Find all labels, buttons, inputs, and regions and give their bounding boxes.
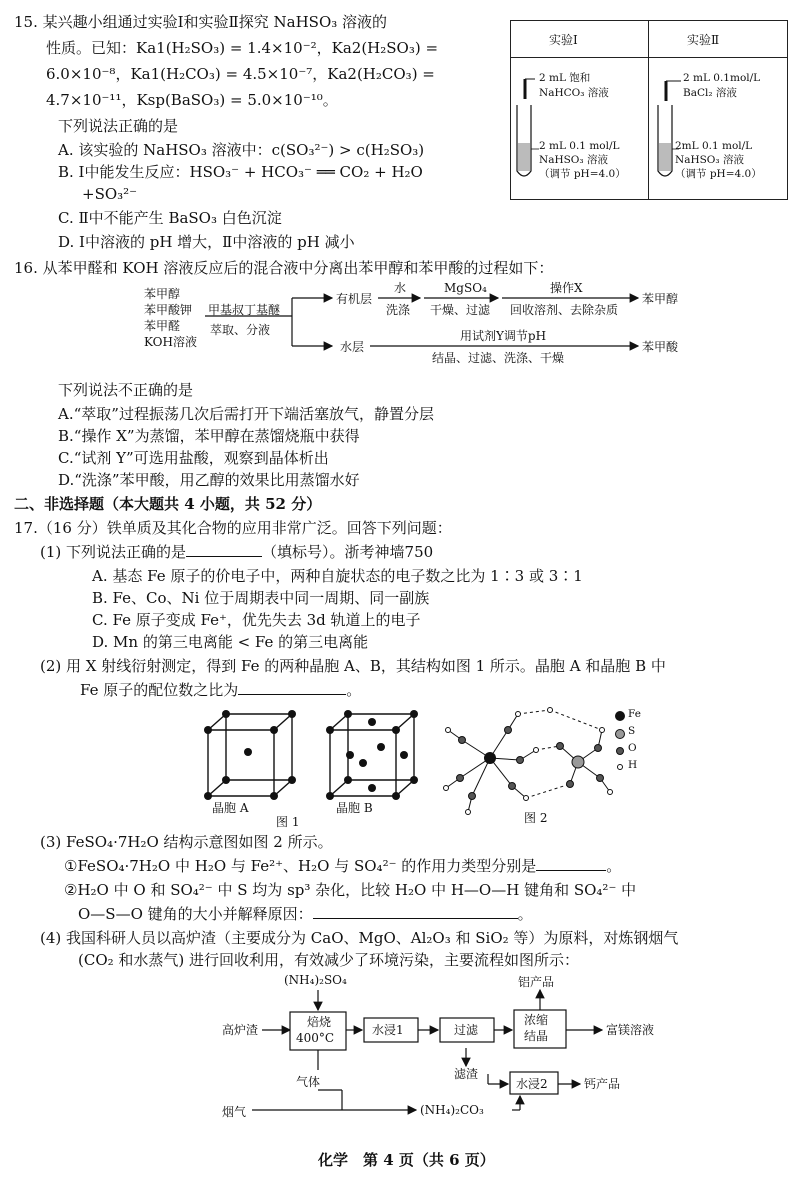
flow-mg-solution: 富镁溶液 <box>606 1023 655 1037</box>
exp1-top-label: 2 mL 饱和 NaHCO₃ 溶液 <box>539 72 609 99</box>
q16-extract-reagent: 甲基叔丁基醚 <box>208 303 281 317</box>
q16-recover-solvent: 回收溶剂、去除杂质 <box>510 303 619 317</box>
flow-reagent: (NH₄)₂SO₄ <box>284 973 347 987</box>
flow-al-product: 铝产品 <box>518 975 555 989</box>
exp2-bottom-label: 2mL 0.1 mol/L NaHSO₃ 溶液 （调节 pH=4.0） <box>675 140 762 180</box>
crystal-figures <box>190 700 630 826</box>
q17-part3: (3) FeSO₄·7H₂O 结构示意图如图 2 所示。 <box>40 833 333 851</box>
q15-option-d: D. Ⅰ中溶液的 pH 增大，Ⅱ中溶液的 pH 减小 <box>58 233 355 251</box>
q16-stem: 下列说法不正确的是 <box>58 381 194 399</box>
q16-extract-op: 萃取、分液 <box>210 323 271 337</box>
q15-option-c: C. Ⅱ中不能产生 BaSO₃ 白色沉淀 <box>58 209 282 227</box>
q16-benzyl-alcohol: 苯甲醇 <box>642 292 679 306</box>
q16-mgso4: MgSO₄ <box>444 281 487 295</box>
experiment-1-header: 实验Ⅰ <box>549 33 578 47</box>
q16-option-a: A.“萃取”过程振荡几次后需打开下端活塞放气，静置分层 <box>58 405 434 423</box>
process-flowchart <box>0 970 800 1130</box>
q15-line1: 15. 某兴趣小组通过实验Ⅰ和实验Ⅱ探究 NaHSO₃ 溶液的 <box>14 13 388 31</box>
q17-part2-line1: (2) 用 X 射线衍射测定，得到 Fe 的两种晶胞 A、B，其结构如图 1 所示。晶胞 A 和晶胞 B 中 <box>40 657 666 675</box>
cell-b-icon <box>326 710 418 800</box>
exp2-top-label: 2 mL 0.1mol/L BaCl₂ 溶液 <box>683 72 761 99</box>
q16-wash: 洗涤 <box>386 303 411 317</box>
q16-option-d: D.“洗涤”苯甲酸，用乙醇的效果比用蒸馏水好 <box>58 471 360 489</box>
q15-option-b-cont: +SO₃²⁻ <box>82 185 138 203</box>
flow-ca-product: 钙产品 <box>584 1077 621 1091</box>
experiment-2-header: 实验Ⅱ <box>687 33 720 47</box>
q17-part1-option-a: A. 基态 Fe 原子的价电子中，两种自旋状态的电子数之比为 1∶3 或 3∶1 <box>92 567 583 585</box>
q17-part2-line2: Fe 原子的配位数之比为 。 <box>80 681 362 699</box>
q16-mixture: 苯甲醇 苯甲酸钾 苯甲醛 KOH溶液 <box>144 287 197 349</box>
flow-filter: 过滤 <box>454 1023 479 1037</box>
q17-part4-line2: (CO₂ 和水蒸气) 进行回收利用，有效减少了环境污染，主要流程如图所示： <box>78 951 580 969</box>
flow-leach1: 水浸1 <box>372 1023 404 1037</box>
q16-crystallize: 结晶、过滤、洗涤、干燥 <box>432 351 565 365</box>
cell-a-icon <box>204 710 296 800</box>
flow-smoke: 烟气 <box>222 1105 247 1119</box>
q16-water: 水 <box>394 281 407 295</box>
q17-part3-q2-line1: ②H₂O 中 O 和 SO₄²⁻ 中 S 均为 sp³ 杂化，比较 H₂O 中 H—O—H 键角和 SO₄²⁻ 中 <box>64 881 637 899</box>
q17-part3-q1: ①FeSO₄·7H₂O 中 H₂O 与 Fe²⁺、H₂O 与 SO₄²⁻ 的作用力类型分别是 。 <box>64 857 622 875</box>
q17-title: 17.（16 分）铁单质及其化合物的应用非常广泛。回答下列问题： <box>14 519 452 537</box>
experiment-table <box>510 20 788 200</box>
process-flow-lines <box>0 970 800 1130</box>
q16-reagent-y: 用试剂Y调节pH <box>460 329 547 343</box>
q16-option-c: C.“试剂 Y”可选用盐酸，观察到晶体析出 <box>58 449 329 467</box>
q16-benzoic-acid: 苯甲酸 <box>642 340 679 354</box>
q17-part1-option-c: C. Fe 原子变成 Fe⁺，优先失去 3d 轨道上的电子 <box>92 611 421 629</box>
q15-option-b: B. Ⅰ中能发生反应：HSO₃⁻ + HCO₃⁻ ══ CO₂ + H₂O <box>58 163 423 181</box>
q16-title: 16. 从苯甲醛和 KOH 溶液反应后的混合液中分离出苯甲醇和苯甲酸的过程如下： <box>14 259 554 277</box>
figure-2-caption: 图 2 <box>524 811 548 825</box>
q16-option-b: B.“操作 X”为蒸馏，苯甲醇在蒸馏烧瓶中获得 <box>58 427 360 445</box>
q16-dry-filter: 干燥、过滤 <box>430 303 491 317</box>
q16-aqueous-layer: 水层 <box>340 340 365 354</box>
test-tube-2-icon <box>658 105 679 176</box>
q17-part4-line1: (4) 我国科研人员以高炉渣（主要成分为 CaO、MgO、Al₂O₃ 和 SiO₂ 等）为原料，对炼钢烟气 <box>40 929 679 947</box>
dropper-2-icon <box>666 81 681 101</box>
flow-residue: 滤渣 <box>454 1067 479 1081</box>
flow-leach2: 水浸2 <box>516 1077 548 1091</box>
flow-gas: 气体 <box>296 1075 321 1089</box>
figure-1-caption: 图 1 <box>276 815 300 829</box>
q16-organic-layer: 有机层 <box>336 292 373 306</box>
q17-part3-q2-line2: O—S—O 键角的大小并解释原因： 。 <box>78 905 533 923</box>
q17-part1-option-b: B. Fe、Co、Ni 位于周期表中同一周期、同一副族 <box>92 589 430 607</box>
section-heading: 二、非选择题（本大题共 4 小题，共 52 分） <box>14 495 322 513</box>
flow-slag: 高炉渣 <box>222 1023 259 1037</box>
q15-line2: 性质。已知：Ka1(H₂SO₃) = 1.4×10⁻²，Ka2(H₂SO₃) = <box>46 39 439 57</box>
test-tube-drawings <box>511 21 787 199</box>
q15-option-a: A. 该实验的 NaHSO₃ 溶液中：c(SO₃²⁻) > c(H₂SO₃) <box>58 141 425 159</box>
fe-so4-atoms-icon <box>444 708 613 815</box>
q17-part1: (1) 下列说法正确的是 （填标号）。浙考神墙750 <box>40 543 434 561</box>
q17-part1-option-d: D. Mn 的第三电离能 < Fe 的第三电离能 <box>92 633 369 651</box>
exp1-bottom-label: 2 mL 0.1 mol/L NaHSO₃ 溶液 （调节 pH=4.0） <box>539 140 626 180</box>
q15-line3: 6.0×10⁻⁸，Ka1(H₂CO₃) = 4.5×10⁻⁷，Ka2(H₂CO₃) = <box>46 65 435 83</box>
cell-a-label: 晶胞 A <box>212 801 249 815</box>
q16-flowchart <box>0 281 800 368</box>
legend-icons <box>615 711 625 770</box>
flow-concentrate: 浓缩 结晶 <box>524 1013 549 1043</box>
flow-roast: 焙烧 400°C <box>296 1015 335 1045</box>
q15-line4: 4.7×10⁻¹¹，Ksp(BaSO₃) = 5.0×10⁻¹⁰。 <box>46 91 338 109</box>
page-footer: 化学 第 4 页（共 6 页） <box>318 1151 495 1169</box>
test-tube-1-icon <box>517 105 539 176</box>
flow-carbonate: (NH₄)₂CO₃ <box>420 1103 484 1117</box>
cell-b-label: 晶胞 B <box>336 801 373 815</box>
dropper-1-icon <box>525 79 535 99</box>
q15-stem: 下列说法正确的是 <box>58 117 179 135</box>
q16-operation-x: 操作X <box>550 281 583 295</box>
figure-2-legend: Fe S O H <box>628 708 641 771</box>
